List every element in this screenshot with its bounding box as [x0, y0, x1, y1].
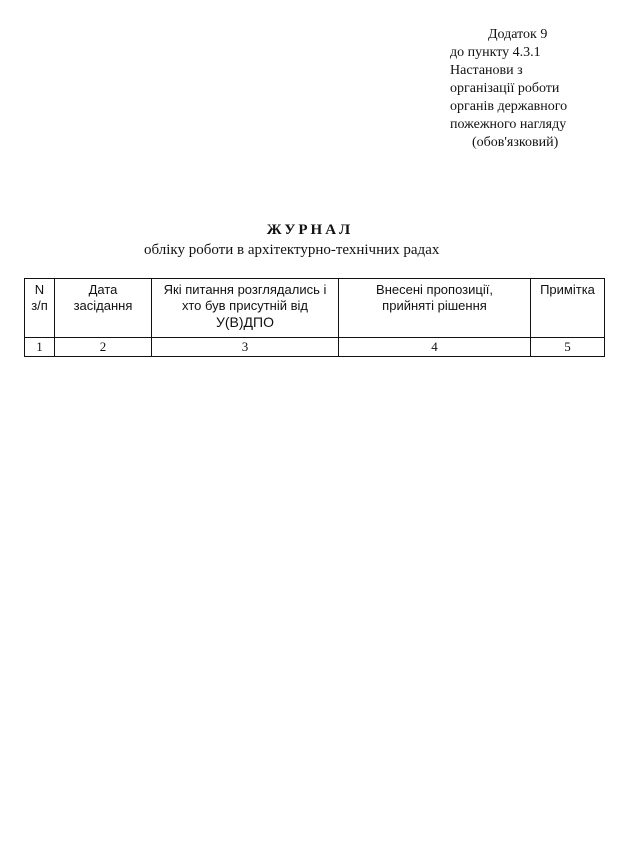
header-cell-proposals: [339, 279, 531, 338]
header-cell-note: [531, 279, 605, 338]
appendix-line: Додаток 9: [488, 27, 548, 42]
appendix-line: Настанови з: [450, 63, 523, 78]
column-number: 3: [152, 338, 339, 357]
header-text: Які питання розглядались і: [163, 282, 327, 297]
table-number-row: [25, 338, 605, 357]
header-cell-questions: [152, 279, 339, 338]
column-number: 4: [339, 338, 531, 357]
header-text: Примітка: [540, 282, 595, 297]
header-text: N: [34, 282, 45, 297]
header-cell-number: [25, 279, 55, 338]
table-header-row: [25, 279, 605, 338]
column-number: 1: [25, 338, 55, 357]
appendix-line: органів державного: [450, 99, 568, 114]
appendix-line: організації роботи: [450, 81, 560, 96]
column-number: 2: [55, 338, 152, 357]
header-text: засідання: [73, 298, 133, 313]
column-number: 5: [531, 338, 605, 357]
header-text: Дата: [88, 282, 118, 297]
header-cell-date: [55, 279, 152, 338]
appendix-line: (обов'язковий): [472, 135, 559, 150]
header-text: Внесені пропозиції,: [376, 282, 493, 297]
header-text: прийняті рішення: [382, 298, 487, 313]
header-text: хто був присутній від: [182, 298, 308, 313]
header-text: з/п: [31, 298, 48, 313]
appendix-line: до пункту 4.3.1: [450, 45, 541, 60]
header-text: У(В)ДПО: [216, 314, 274, 330]
document-title: ЖУРНАЛ: [266, 222, 354, 238]
appendix-line: пожежного нагляду: [450, 117, 567, 132]
journal-table: [24, 278, 605, 357]
appendix-block: [450, 26, 567, 152]
document-subtitle: обліку роботи в архітектурно-технічних радах: [144, 242, 440, 258]
